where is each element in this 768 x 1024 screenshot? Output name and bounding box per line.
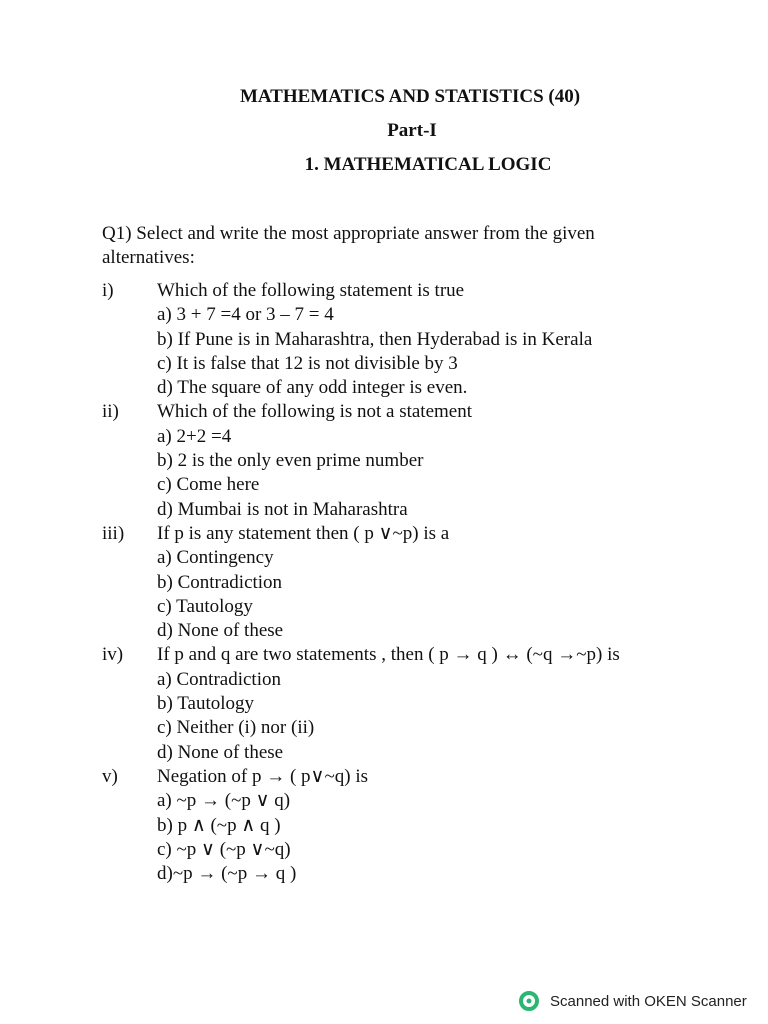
answer-option: d)~p → (~p → q ): [157, 863, 297, 885]
answer-option: c) Neither (i) nor (ii): [157, 717, 315, 739]
chapter-heading: 1. MATHEMATICAL LOGIC: [304, 154, 552, 175]
part-heading: Part-I: [387, 120, 437, 141]
oken-scanner-logo-icon: [518, 990, 540, 1012]
answer-option: a) Contingency: [157, 547, 274, 569]
question-text: Negation of p → ( p∨~q) is: [157, 765, 368, 787]
question-number: ii): [102, 401, 119, 423]
question-item: [102, 400, 722, 521]
question-number: iii): [102, 522, 125, 544]
question-text: If p is any statement then ( p ∨~p) is a: [157, 522, 450, 544]
question-item: [102, 279, 722, 400]
question-instructions: Q1) Select and write the most appropriate answer from the given alternatives:: [102, 223, 595, 268]
answer-option: b) p ∧ (~p ∧ q ): [157, 814, 281, 836]
question-number: v): [102, 765, 118, 787]
answer-option: b) Tautology: [157, 693, 255, 715]
scanner-watermark: [518, 990, 747, 1012]
answer-option: b) If Pune is in Maharashtra, then Hyderabad is in Kerala: [157, 328, 593, 350]
answer-option: a) 3 + 7 =4 or 3 – 7 = 4: [157, 304, 334, 326]
question-number: iv): [102, 644, 124, 666]
question-item: [102, 522, 722, 643]
answer-option: d) The square of any odd integer is even.: [157, 377, 468, 399]
question-list: [102, 279, 722, 886]
answer-option: d) None of these: [157, 741, 284, 763]
answer-option: b) Contradiction: [157, 571, 283, 593]
question-text: Which of the following is not a statement: [157, 401, 473, 423]
answer-option: a) Contradiction: [157, 668, 281, 690]
question-text: Which of the following statement is true: [157, 280, 465, 301]
question-item: [102, 643, 722, 764]
scanner-watermark-text: Scanned with OKEN Scanner: [550, 992, 747, 1010]
document-title: MATHEMATICS AND STATISTICS (40): [239, 86, 581, 107]
answer-option: a) 2+2 =4: [157, 425, 232, 447]
question-item: [102, 765, 722, 886]
answer-option: d) Mumbai is not in Maharashtra: [157, 498, 408, 520]
answer-option: c) It is false that 12 is not divisible by 3: [157, 352, 458, 374]
question-text: If p and q are two statements , then ( p → q ) ↔ (~q →~p) is: [157, 644, 620, 666]
answer-option: a) ~p → (~p ∨ q): [157, 790, 291, 812]
answer-option: d) None of these: [157, 620, 284, 642]
answer-option: b) 2 is the only even prime number: [157, 450, 424, 472]
question-number: i): [102, 280, 114, 301]
answer-option: c) Tautology: [157, 595, 253, 617]
answer-option: c) Come here: [157, 474, 260, 496]
answer-option: c) ~p ∨ (~p ∨~q): [157, 838, 291, 860]
